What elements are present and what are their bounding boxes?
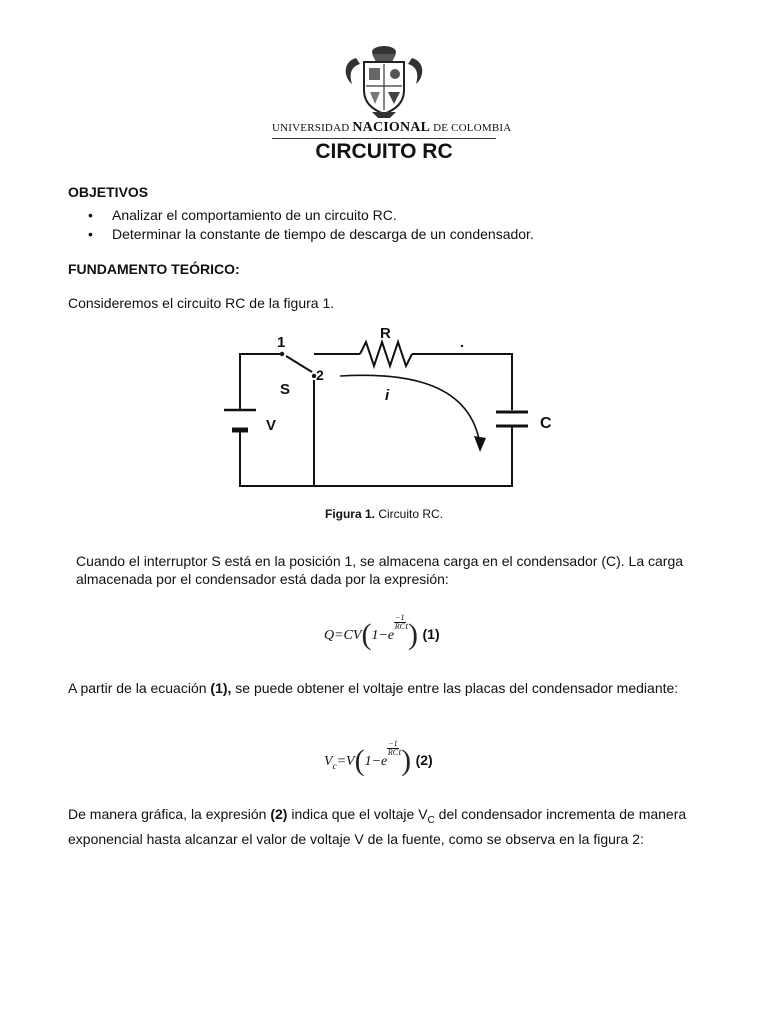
wire-left xyxy=(240,354,280,410)
objetivos-heading: OBJETIVOS xyxy=(68,184,149,200)
label-switch: S xyxy=(280,381,291,398)
label-resistor: R xyxy=(380,328,391,342)
label-source: V xyxy=(266,417,277,434)
equation-2-number: (2) xyxy=(415,752,433,768)
paragraph-carga: Cuando el interruptor S está en la posición 1, se almacena carga en el condensador (C). La carga almacenada por el condensador está dada por la expresión: xyxy=(76,553,684,587)
paragraph-voltaje: A partir de la ecuación (1), se puede obtener el voltaje entre las placas del condensador mediante: xyxy=(68,680,679,696)
coat-of-arms-icon xyxy=(272,44,496,120)
wire-right-top xyxy=(412,354,512,410)
list-item: • Determinar la constante de tiempo de descarga de un condensador. xyxy=(68,225,708,244)
page-title: CIRCUITO RC xyxy=(315,140,453,163)
list-item: • Analizar el comportamiento de un circuito RC. xyxy=(68,206,708,225)
label-pos1: 1 xyxy=(277,334,286,351)
switch-lever xyxy=(286,356,312,372)
label-capacitor: C xyxy=(540,415,552,432)
equation-2: $V_c=V(1-e$ $\frac{-1}{RC}$ $^t$) (2) xyxy=(324,739,433,777)
paragraph-grafica: De manera gráfica, la expresión (2) indica que el voltaje $V_C$ del condensador incrementa de manera exponencial hasta alcanzar el valor de voltaje V de la fuente, como se observa en la figura 2: xyxy=(68,806,687,847)
fundamento-intro: Consideremos el circuito RC de la figura 1. xyxy=(68,295,335,311)
current-arrow-curve xyxy=(340,375,480,444)
figure-caption: Figura 1. Circuito RC. xyxy=(324,507,444,521)
fundamento-heading: FUNDAMENTO TEÓRICO: xyxy=(68,261,240,277)
equation-1: Q=CV(1−e $\frac{-1}{RC}$ $^t$) (1) xyxy=(324,613,440,651)
equation-1-number: (1) xyxy=(422,626,440,642)
university-logo xyxy=(272,44,512,142)
logo-divider xyxy=(272,138,496,139)
label-current: i xyxy=(385,387,390,404)
objetivos-list xyxy=(68,206,708,244)
wire-left-bottom xyxy=(240,426,512,486)
rc-circuit-diagram xyxy=(200,328,580,498)
label-pos2: 2 xyxy=(316,367,324,383)
logo-wordmark: UNIVERSIDAD NACIONAL DE COLOMBIA xyxy=(272,120,512,135)
current-arrowhead-icon xyxy=(474,436,486,452)
resistor-symbol xyxy=(360,342,412,366)
